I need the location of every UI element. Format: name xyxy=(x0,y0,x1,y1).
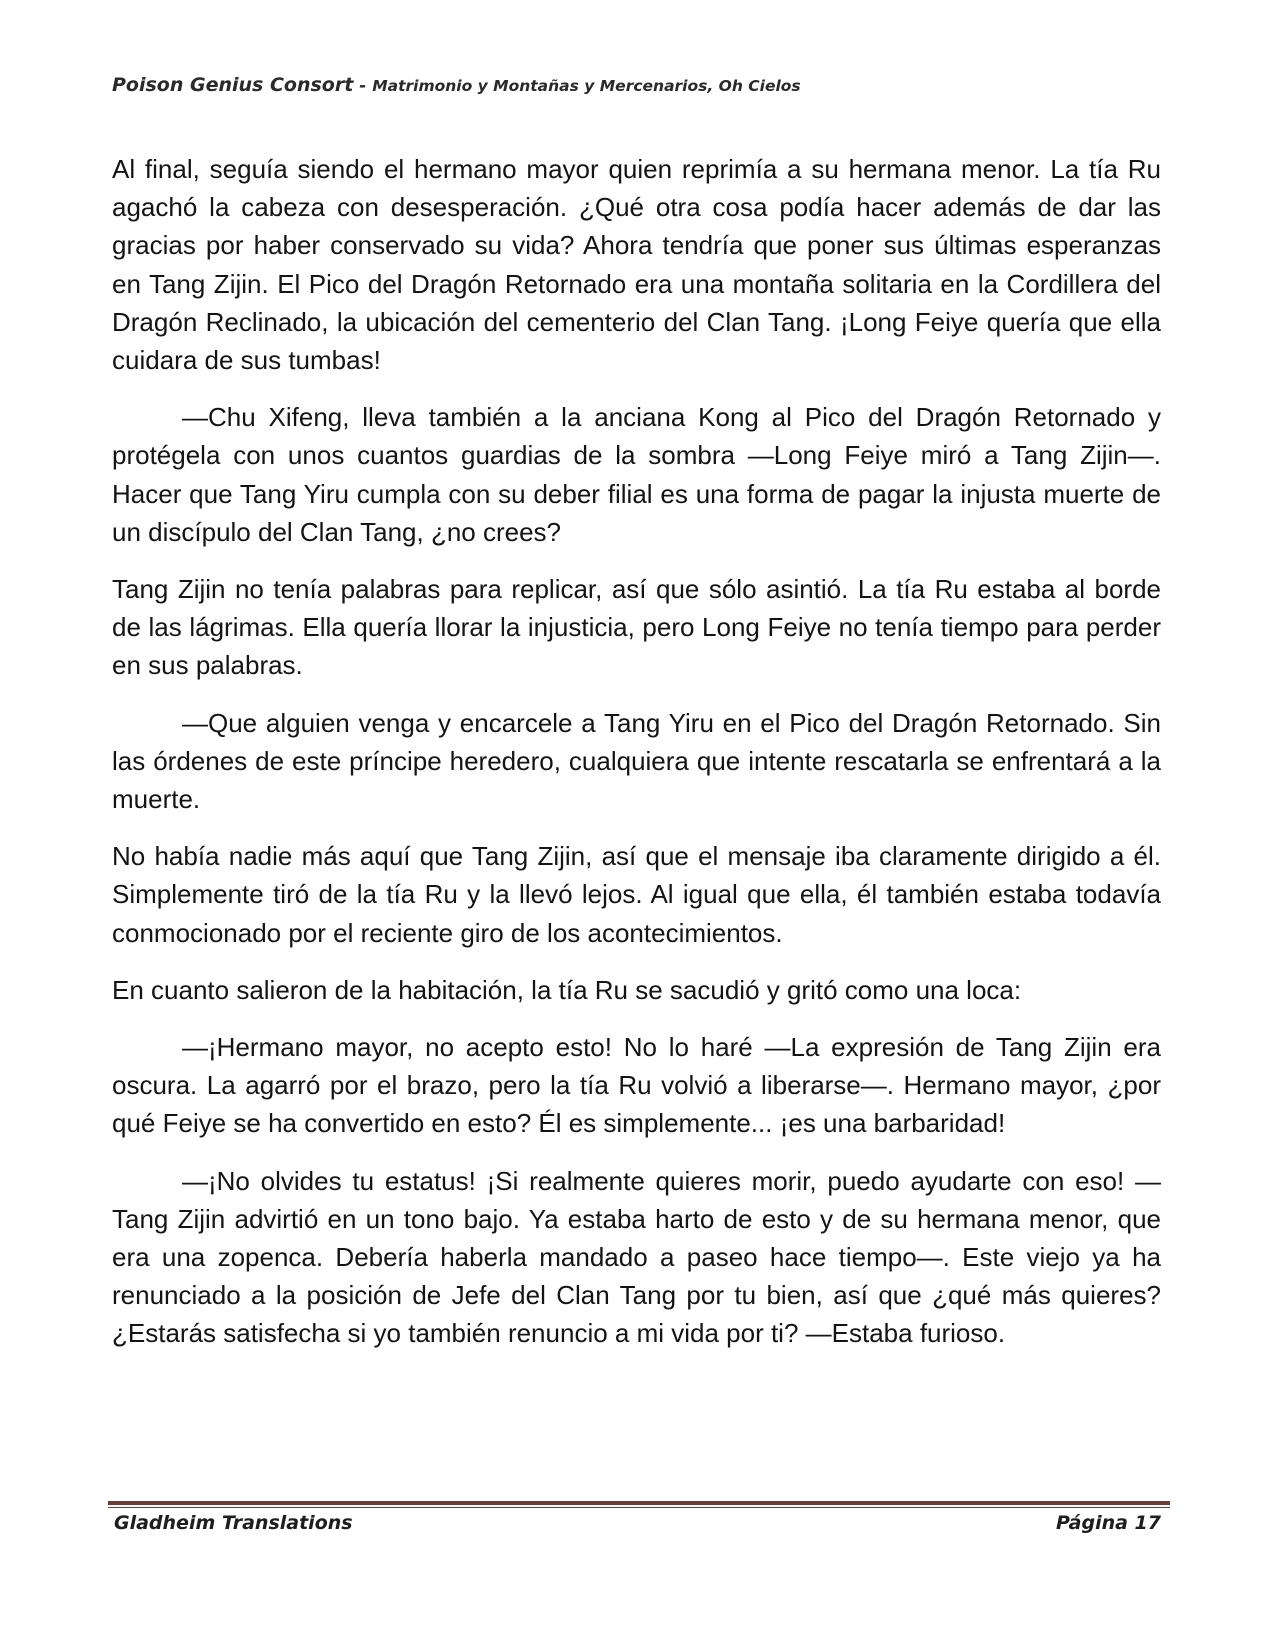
paragraph-dialogue: —Que alguien venga y encarcele a Tang Yiru en el Pico del Dragón Retornado. Sin las órdenes de este príncipe heredero, cualquiera que intente rescatarla se enfrentará a la muerte. xyxy=(112,707,1161,815)
page-body xyxy=(112,150,1161,1372)
paragraph-dialogue: —Chu Xifeng, lleva también a la anciana Kong al Pico del Dragón Retornado y protégela con unos cuantos guardias de la sombra —Long Feiye miró a Tang Zijin—. Hacer que Tang Yiru cumpla con su deber filial es una forma de pagar la injusta muerte de un discípulo del Clan Tang, ¿no crees? xyxy=(112,402,1161,547)
page-header xyxy=(112,74,1172,96)
paragraph-narration: No había nadie más aquí que Tang Zijin, así que el mensaje iba claramente dirigido a él. Simplemente tiró de la tía Ru y la llevó lejos. Al igual que ella, él también estaba todavía conmocionado por el reciente giro de los acontecimientos. xyxy=(112,841,1161,948)
footer-divider xyxy=(108,1501,1170,1508)
paragraph-narration: En cuanto salieron de la habitación, la tía Ru se sacudió y gritó como una loca: xyxy=(112,974,1022,1005)
page-number: Página 17 xyxy=(1055,1512,1161,1534)
header-separator: - xyxy=(353,76,373,96)
paragraph-narration: Tang Zijin no tenía palabras para replicar, así que sólo asintió. La tía Ru estaba al borde de las lágrimas. Ella quería llorar la injusticia, pero Long Feiye no tenía tiempo para perder en sus palabras. xyxy=(112,574,1161,681)
chapter-title: Matrimonio y Montañas y Mercenarios, Oh Cielos xyxy=(372,77,801,95)
book-title: Poison Genius Consort xyxy=(112,74,354,96)
paragraph-dialogue: —¡Hermano mayor, no acepto esto! No lo haré —La expresión de Tang Zijin era oscura. La agarró por el brazo, pero la tía Ru volvió a liberarse—. Hermano mayor, ¿por qué Feiye se ha convertido en esto? Él es simplemente... ¡es una barbaridad! xyxy=(112,1032,1161,1139)
translator-credit: Gladheim Translations xyxy=(114,1512,353,1534)
paragraph-narration: Al final, seguía siendo el hermano mayor quien reprimía a su hermana menor. La tía Ru agachó la cabeza con desesperación. ¿Qué otra cosa podía hacer además de dar las gracias por haber conservado su vida? Ahora tendría que poner sus últimas esperanzas en Tang Zijin. El Pico del Dragón Retornado era una montaña solitaria en la Cordillera del Dragón Reclinado, la ubicación del cementerio del Clan Tang. ¡Long Feiye quería que ella cuidara de sus tumbas! xyxy=(112,154,1161,376)
paragraph-dialogue: —¡No olvides tu estatus! ¡Si realmente quieres morir, puedo ayudarte con eso! —Tang Zijin advirtió en un tono bajo. Ya estaba harto de esto y de su hermana menor, que era una zopenca. Debería haberla mandado a paseo hace tiempo—. Este viejo ya ha renunciado a la posición de Jefe del Clan Tang por tu bien, así que ¿qué más quieres? ¿Estarás satisfecha si yo también renuncio a mi vida por ti? —Estaba furioso. xyxy=(112,1165,1161,1349)
